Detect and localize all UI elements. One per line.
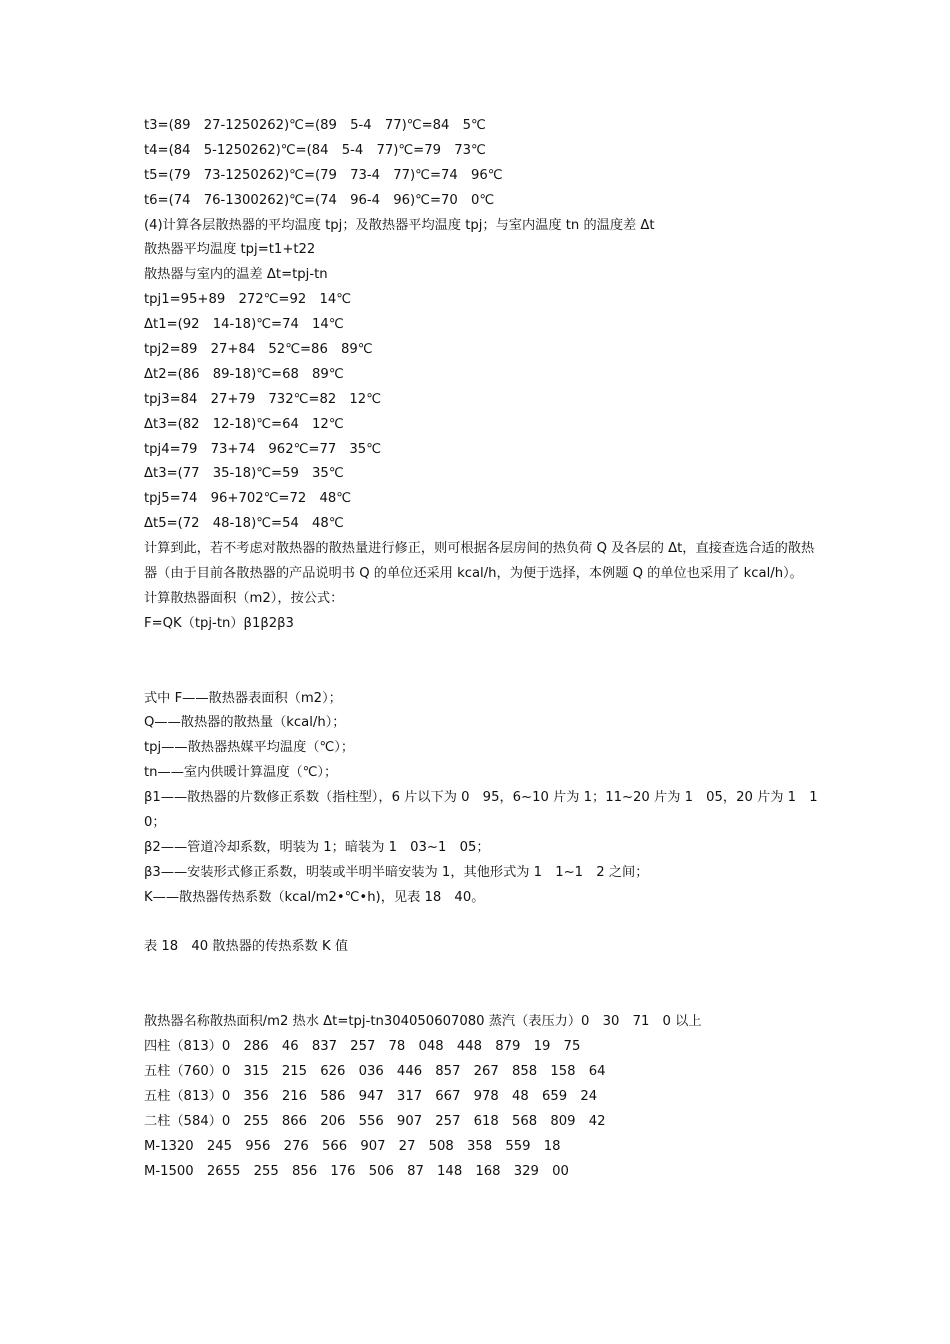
calc-line-t6: t6=(74 76-1300262)℃=(74 96-4 96)℃=70 0℃ (144, 192, 495, 208)
table-row: 四柱（813）0 286 46 837 257 78 048 448 879 19 75 (144, 1039, 581, 1055)
calc-line-dt4: Δt3=(77 35-18)℃=59 35℃ (144, 466, 344, 482)
calc-line-tpj5: tpj5=74 96+702℃=72 48℃ (144, 491, 352, 507)
calc-line-dt3: Δt3=(82 12-18)℃=64 12℃ (144, 416, 344, 432)
definition-f: 式中 F——散热器表面积（m2）； (144, 690, 342, 706)
area-intro: 计算散热器面积（m2），按公式： (144, 590, 344, 606)
spacer (144, 960, 824, 1010)
spacer (144, 911, 824, 936)
table-title: 表 18 40 散热器的传热系数 K 值 (144, 939, 349, 955)
table-header: 散热器名称散热面积/m2 热水 Δt=tpj-tn304050607080 蒸汽（表压力）0 30 71 0 以上 (144, 1014, 702, 1030)
definition-tpj: tpj——散热器热媒平均温度（℃）； (144, 740, 355, 756)
table-row: 五柱（760）0 315 215 626 036 446 857 267 858 158 64 (144, 1063, 606, 1079)
document-page (144, 114, 824, 1184)
calc-line-t3: t3=(89 27-1250262)℃=(89 5-4 77)℃=84 5℃ (144, 118, 486, 133)
calc-line-tpj4: tpj4=79 73+74 962℃=77 35℃ (144, 441, 382, 457)
table-row: 五柱（813）0 356 216 586 947 317 667 978 48 659 24 (144, 1088, 598, 1104)
calc-line-tpj2: tpj2=89 27+84 52℃=86 89℃ (144, 342, 373, 358)
selection-paragraph: 计算到此，若不考虑对散热器的散热量进行修正，则可根据各层房间的热负荷 Q 及各层的 Δt，直接查选合适的散热器（由于目前各散热器的产品说明书 Q 的单位还采用 kcal/h，为便于选择，本例题 Q 的单位也采用了 kcal/h）。 (144, 541, 815, 582)
calc-line-tpj3: tpj3=84 27+79 732℃=82 12℃ (144, 391, 382, 407)
definition-beta2: β2——管道冷却系数，明装为 1；暗装为 1 03~1 05； (144, 839, 490, 855)
calc-line-t4: t4=(84 5-1250262)℃=(84 5-4 77)℃=79 73℃ (144, 142, 486, 158)
spacer (144, 637, 824, 687)
definition-k: K——散热器传热系数（kcal/m2•℃•h)，见表 18 40。 (144, 889, 485, 905)
table-row: M-1500 2655 255 856 176 506 87 148 168 329 00 (144, 1163, 569, 1179)
calc-line-dt5: Δt5=(72 48-18)℃=54 48℃ (144, 516, 344, 532)
calc-line-dt2: Δt2=(86 89-18)℃=68 89℃ (144, 366, 344, 382)
temp-diff-formula: 散热器与室内的温差 Δt=tpj-tn (144, 267, 328, 283)
definition-tn: tn——室内供暖计算温度（℃）； (144, 765, 338, 781)
definition-q: Q——散热器的散热量（kcal/h）； (144, 715, 346, 731)
table-row: M-1320 245 956 276 566 907 27 508 358 559 18 (144, 1138, 561, 1154)
definition-beta1: β1——散热器的片数修正系数（指柱型），6 片以下为 0 95，6~10 片为 1；11~20 片为 1 05，20 片为 1 10； (144, 790, 818, 830)
area-formula: F=QK（tpj-tn）β1β2β3 (144, 615, 294, 631)
table-row: 二柱（584）0 255 866 206 556 907 257 618 568 809 42 (144, 1113, 606, 1129)
calc-line-dt1: Δt1=(92 14-18)℃=74 14℃ (144, 317, 344, 333)
calc-line-t5: t5=(79 73-1250262)℃=(79 73-4 77)℃=74 96℃ (144, 167, 503, 183)
calc-line-tpj1: tpj1=95+89 272℃=92 14℃ (144, 292, 352, 308)
step-4-heading: (4)计算各层散热器的平均温度 tpj；及散热器平均温度 tpj；与室内温度 tn 的温度差 Δt (144, 217, 655, 233)
avg-temp-formula: 散热器平均温度 tpj=t1+t22 (144, 242, 316, 258)
definition-beta3: β3——安装形式修正系数，明装或半明半暗安装为 1，其他形式为 1 1~1 2 之间； (144, 864, 649, 880)
